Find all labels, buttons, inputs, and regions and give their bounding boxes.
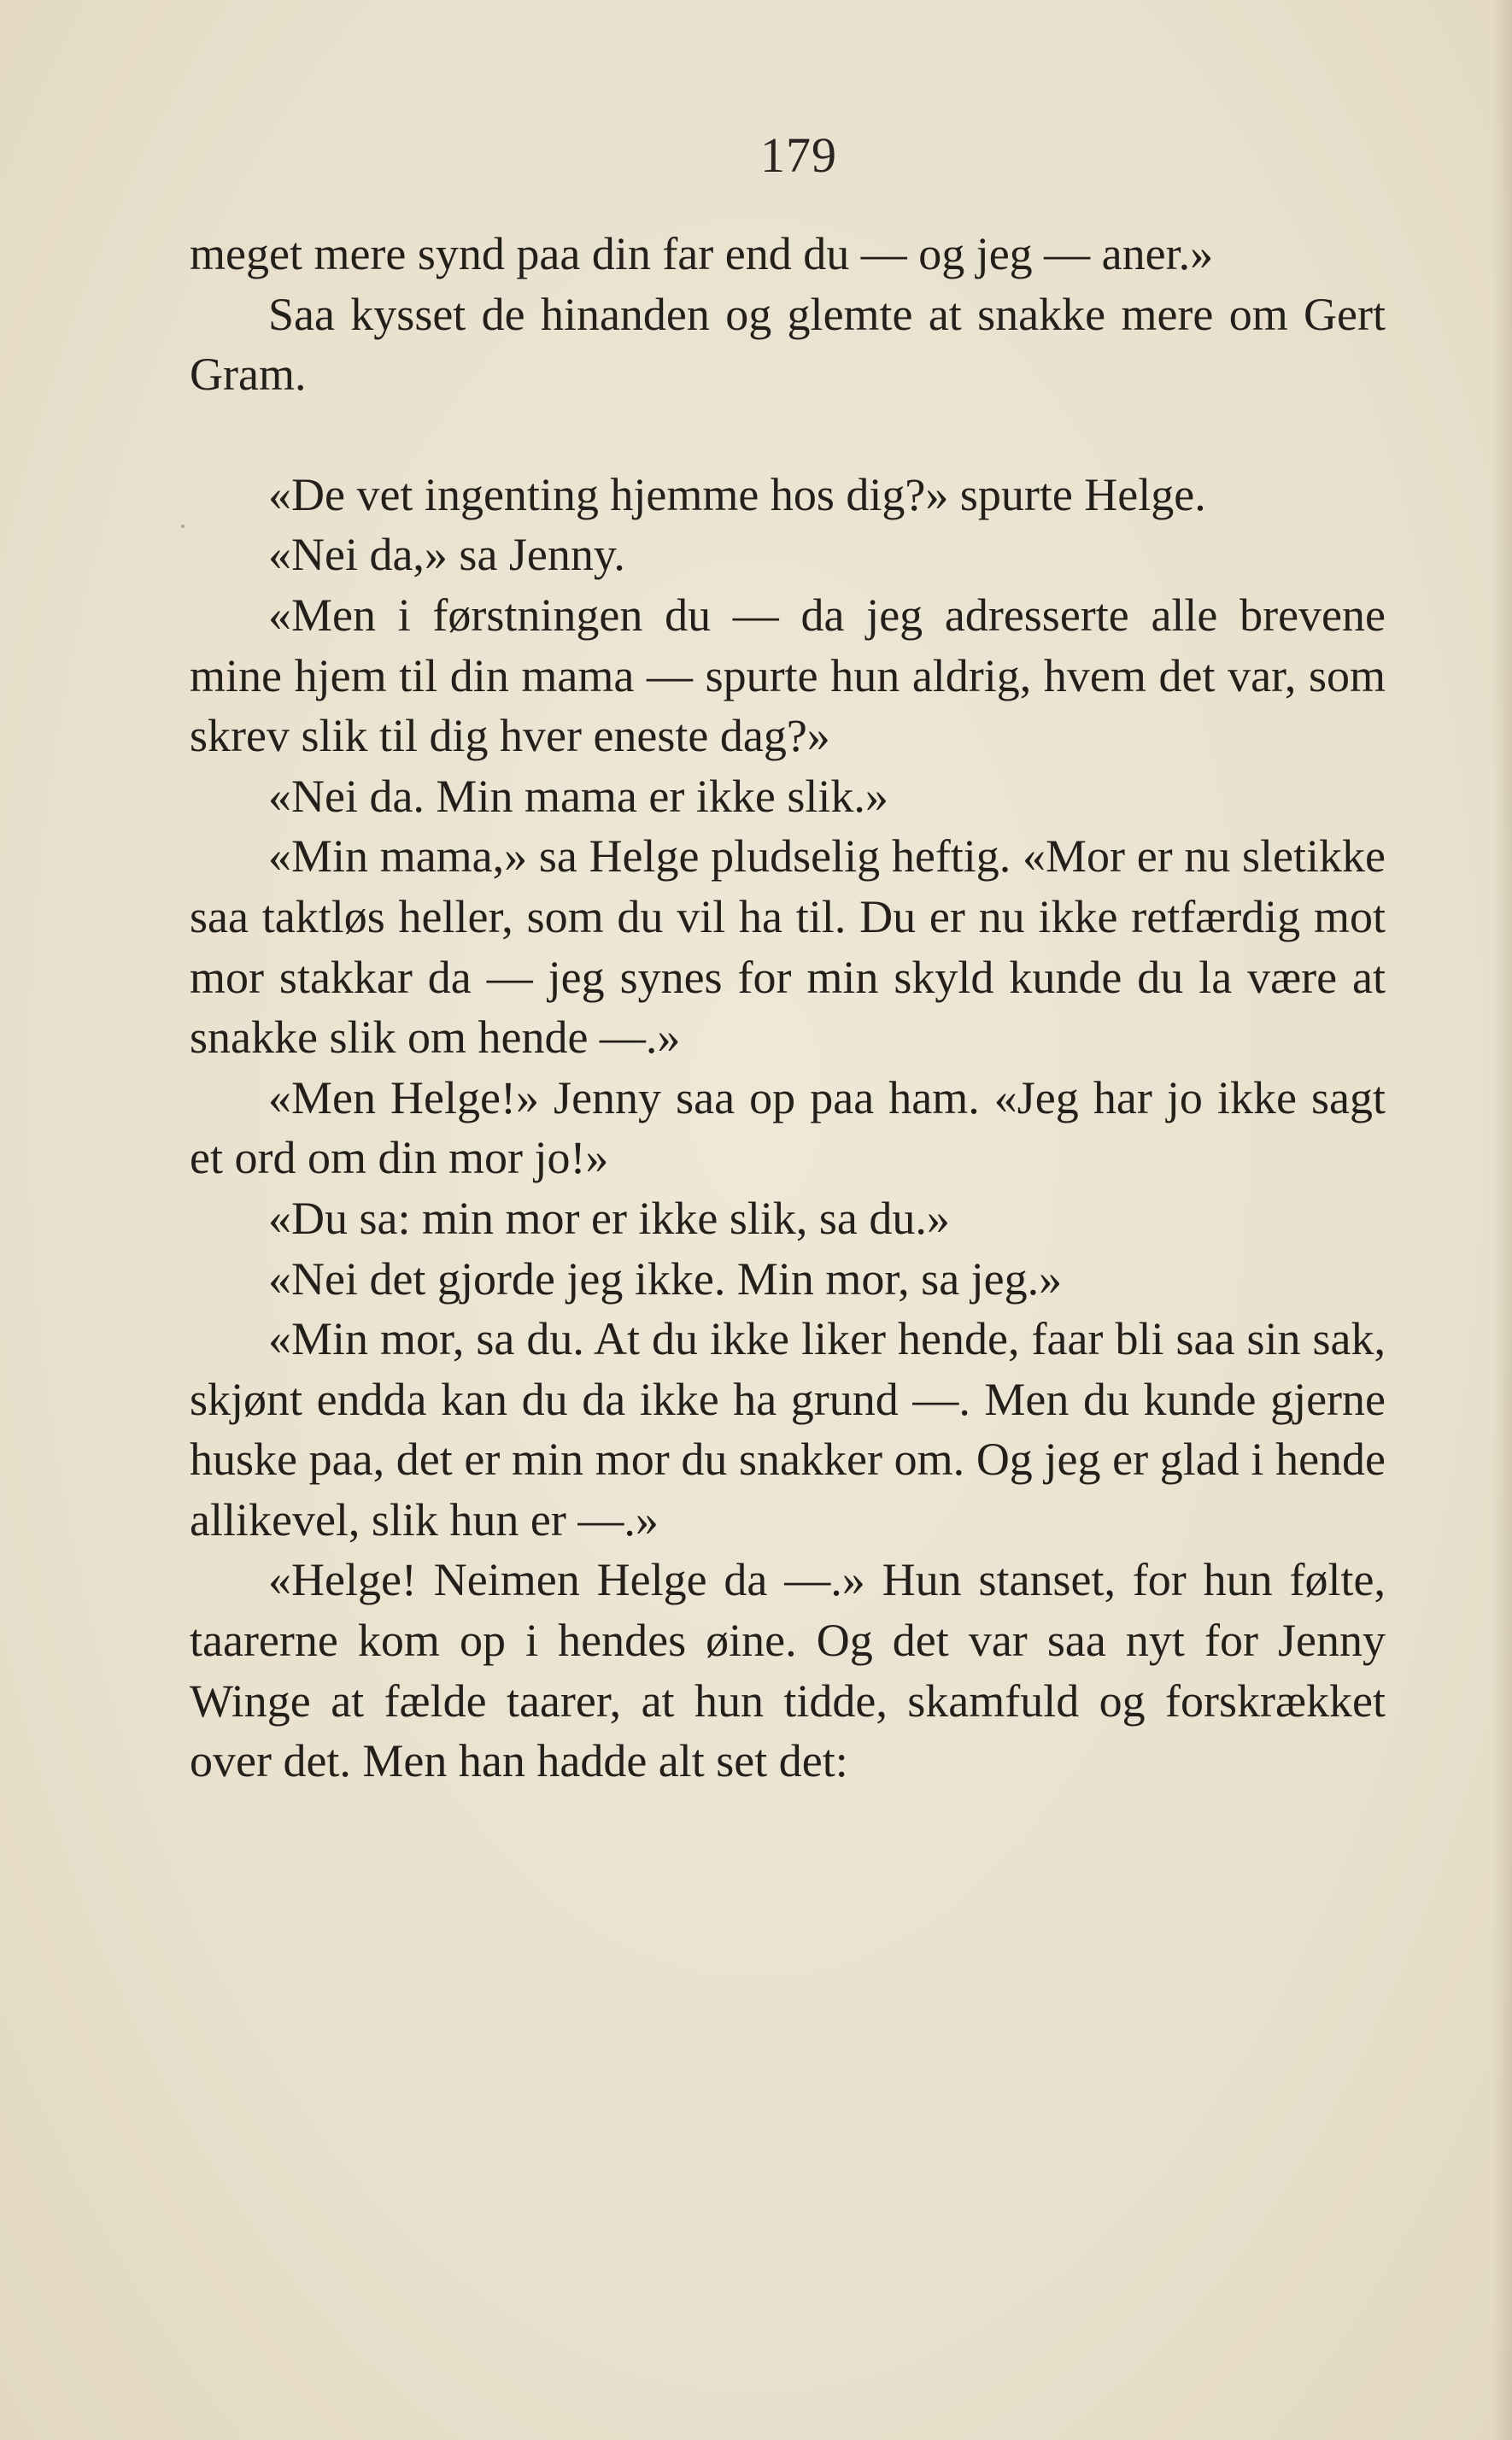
paragraph: «Nei da,» sa Jenny. <box>268 529 625 581</box>
paragraph-continuation: meget mere synd paa din far end du — og jeg — aner.» <box>190 228 1214 279</box>
body-text <box>190 224 1386 1792</box>
paragraph: «Min mor, sa du. At du ikke liker hende, faar bli saa sin sak, skjønt endda kan du da ikke ha grund —. Men du kunde gjerne huske paa, det er min mor du snakker om. Og jeg er glad i hende allikevel, slik hun er —.» <box>190 1313 1386 1546</box>
paragraph: «Nei da. Min mama er ikke slik.» <box>268 770 888 822</box>
paragraph: «Du sa: min mor er ikke slik, sa du.» <box>268 1192 950 1244</box>
paragraph: «Nei det gjorde jeg ikke. Min mor, sa jeg.» <box>268 1252 1063 1305</box>
page-number: 179 <box>760 127 837 183</box>
page-edge-shadow <box>1493 0 1512 2440</box>
paragraph: «De vet ingenting hjemme hos dig?» spurte Helge. <box>268 468 1206 520</box>
paragraph: «Men i førstningen du — da jeg adresserte alle brevene mine hjem til din mama — spurte hun aldrig, hvem det var, som skrev slik til dig hver eneste dag?» <box>190 589 1386 762</box>
paragraph: «Men Helge!» Jenny saa op paa ham. «Jeg har jo ikke sagt et ord om din mor jo!» <box>190 1071 1386 1184</box>
paragraph: Saa kysset de hinanden og glemte at snakke mere om Gert Gram. <box>190 288 1386 401</box>
paragraph: «Helge! Neimen Helge da —.» Hun stanset, for hun følte, taarerne kom op i hendes øine. Og det var saa nyt for Jenny Winge at fælde taarer, at hun tidde, skamfuld og forskrækket over det. Men han hadde alt set det: <box>190 1554 1386 1787</box>
paper-speck <box>181 525 185 528</box>
paragraph: «Min mama,» sa Helge pludselig heftig. «Mor er nu sletikke saa taktløs heller, som du vil ha til. Du er nu ikke retfærdig mot mor stakkar da — jeg synes for min skyld kunde du la være at snakke slik om hende —.» <box>190 830 1386 1064</box>
paper-speck <box>318 496 320 498</box>
